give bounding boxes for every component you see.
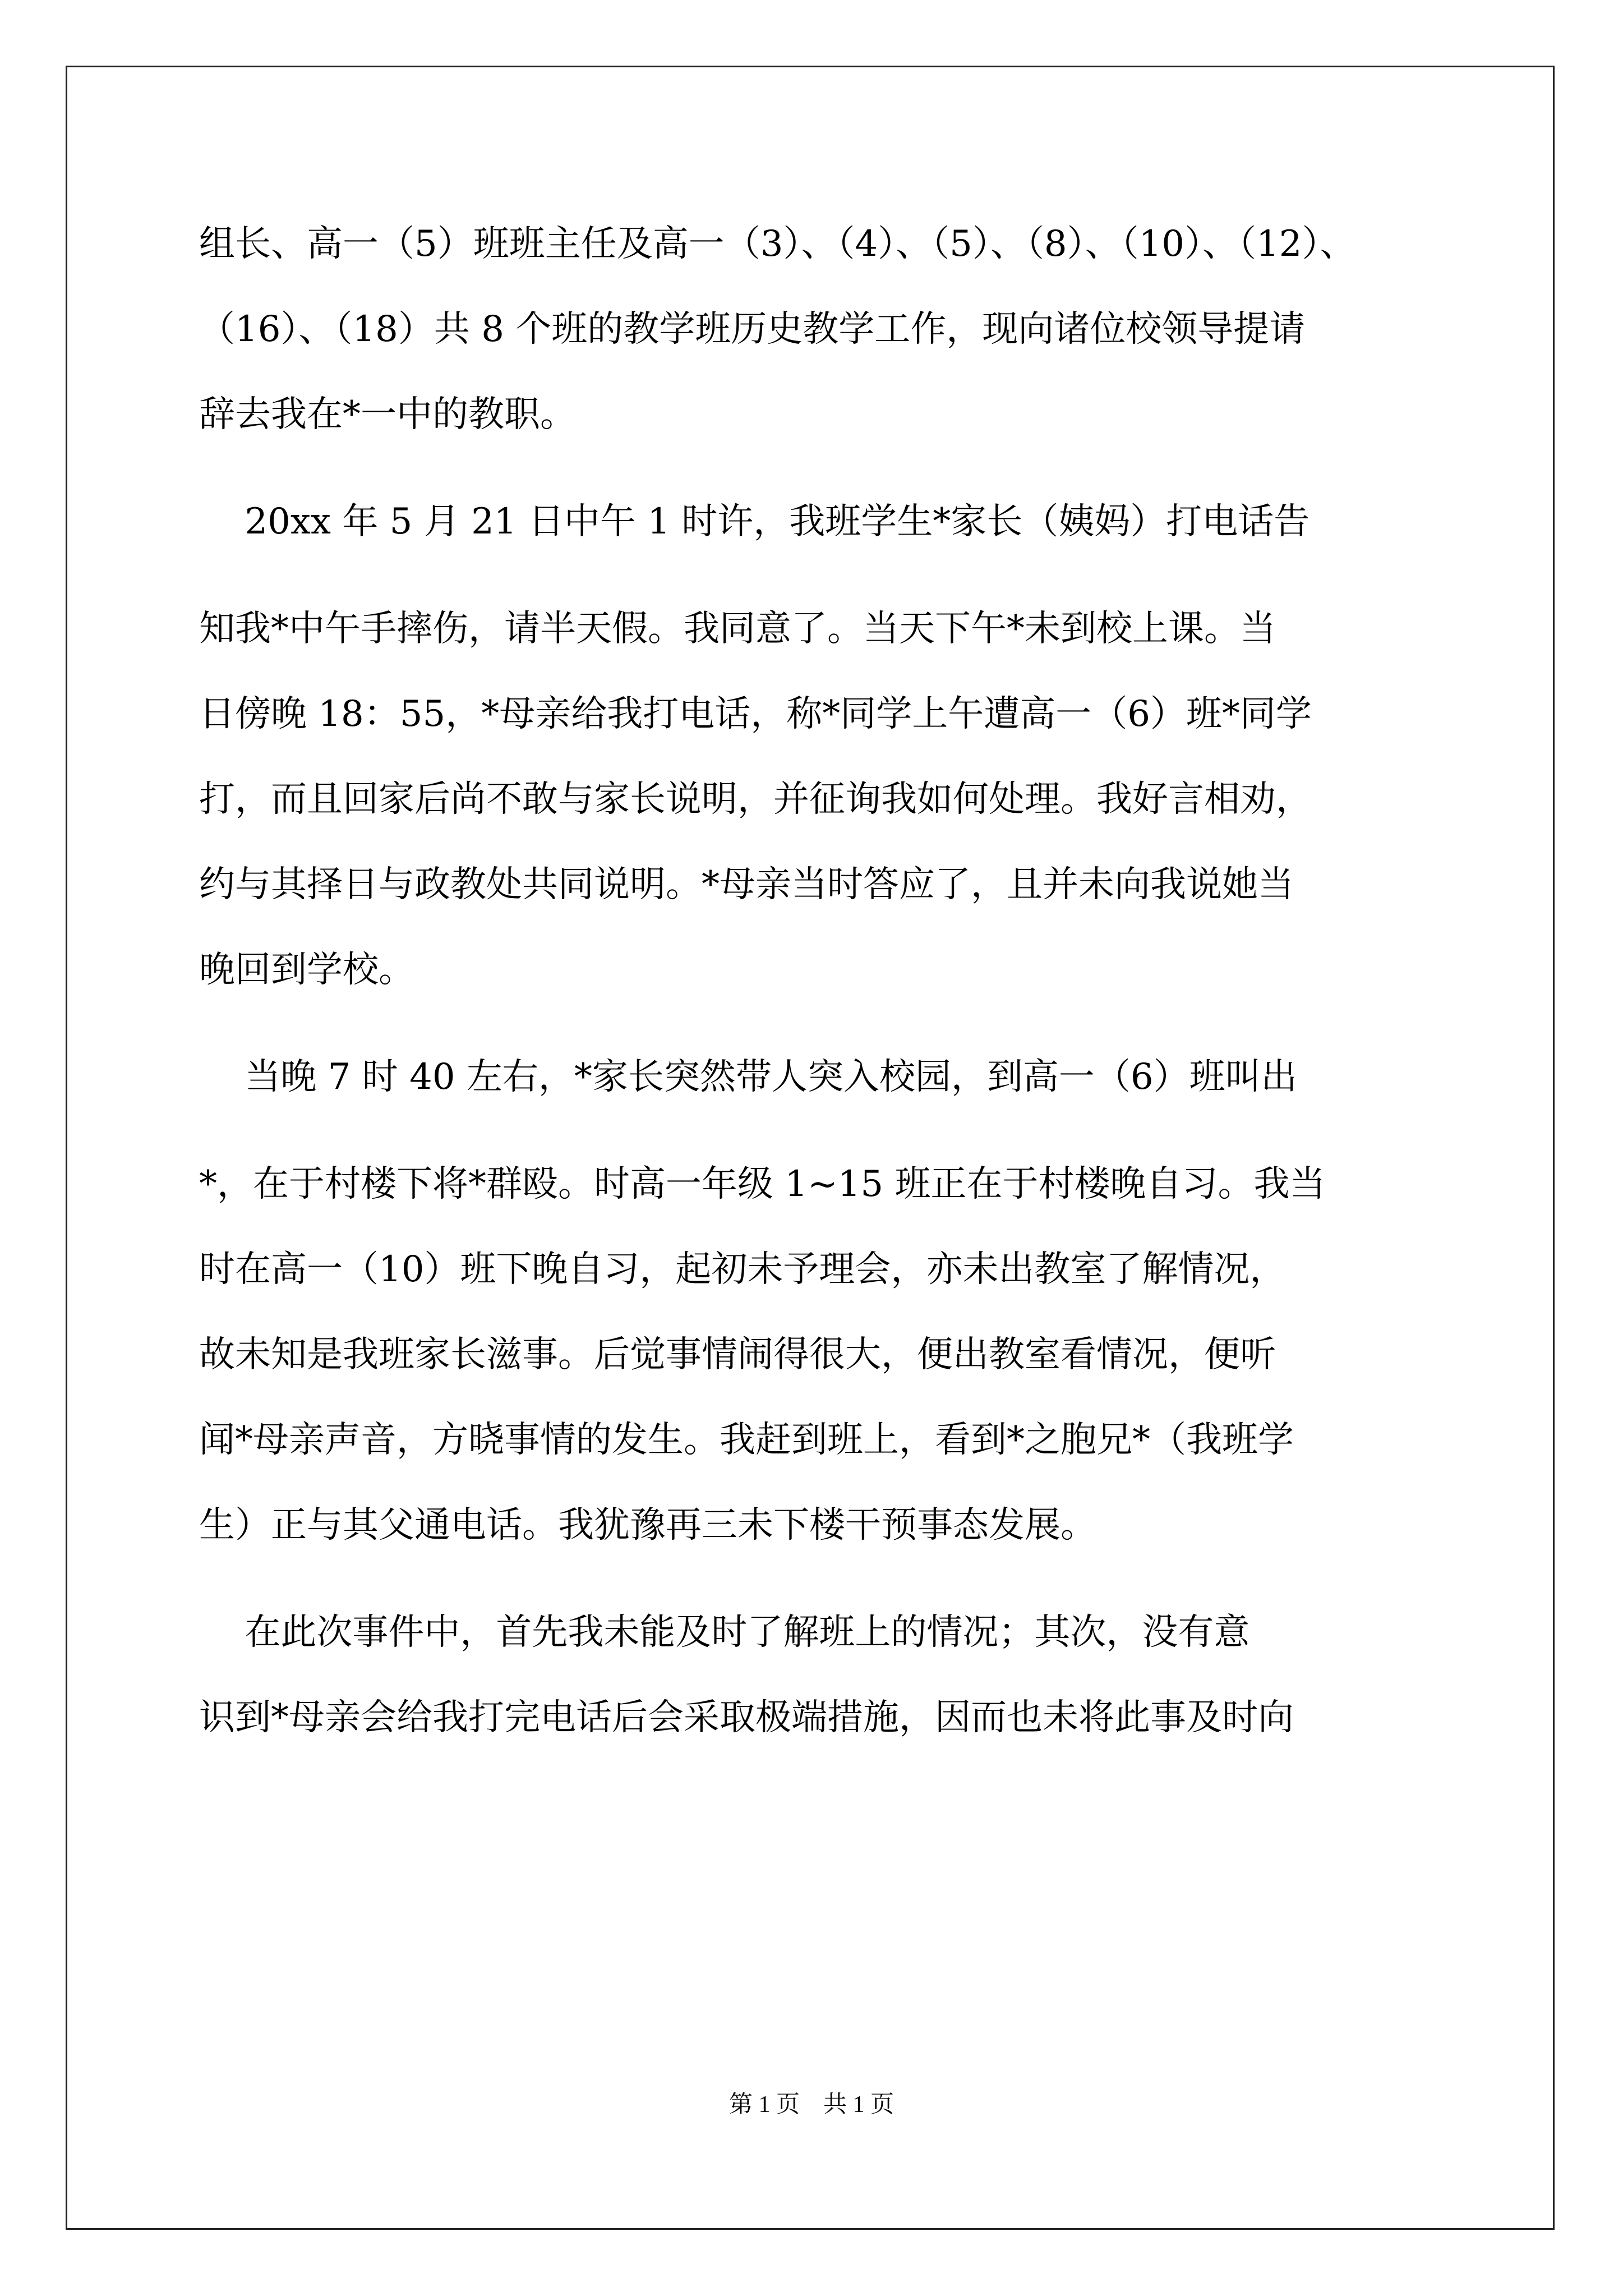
text-line: 闻*母亲声音，方晓事情的发生。我赶到班上，看到*之胞兄*（我班学: [199, 1419, 1294, 1461]
text-line: 当晚 7 时 40 左右，*家长突然带人突入校园，到高一（6）班叫出: [199, 1056, 1297, 1098]
text-line: 在此次事件中，首先我未能及时了解班上的情况；其次，没有意: [199, 1612, 1250, 1653]
text-line: 日傍晚 18：55，*母亲给我打电话，称*同学上午遭高一（6）班*同学: [199, 693, 1312, 735]
text-line: 时在高一（10）班下晚自习，起初未予理会，亦未出教室了解情况，: [199, 1249, 1286, 1290]
page-number-footer: 第 1 页 共 1 页: [728, 2092, 894, 2118]
text-line: （16）、（18）共 8 个班的教学班历史教学工作，现向诸位校领导提请: [199, 309, 1306, 350]
text-line: 知我*中午手摔伤，请半天假。我同意了。当天下午*未到校上课。当: [199, 608, 1276, 650]
page-border: [66, 66, 1555, 2230]
text-line: 生）正与其父通电话。我犹豫再三未下楼干预事态发展。: [199, 1504, 1096, 1546]
text-line: 晚回到学校。: [199, 949, 414, 991]
text-line: 组长、高一（5）班班主任及高一（3）、（4）、（5）、（8）、（10）、（12）、: [199, 223, 1356, 265]
text-line: 识到*母亲会给我打完电话后会采取极端措施，因而也未将此事及时向: [199, 1697, 1294, 1738]
text-line: 约与其择日与政教处共同说明。*母亲当时答应了，且并未向我说她当: [199, 864, 1294, 905]
text-line: 20xx 年 5 月 21 日中午 1 时许，我班学生*家长（姨妈）打电话告: [199, 501, 1310, 542]
text-line: *，在于村楼下将*群殴。时高一年级 1~15 班正在于村楼晚自习。我当: [199, 1163, 1326, 1205]
text-line: 故未知是我班家长滋事。后觉事情闹得很大，便出教室看情况，便听: [199, 1334, 1276, 1375]
text-line: 辞去我在*一中的教职。: [199, 394, 576, 435]
text-line: 打，而且回家后尚不敢与家长说明，并征询我如何处理。我好言相劝，: [199, 779, 1312, 820]
